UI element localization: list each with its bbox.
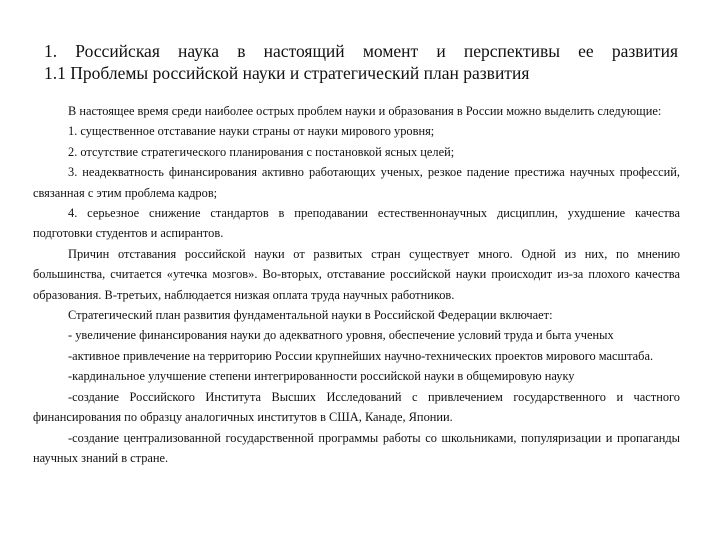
paragraph-intro: В настоящее время среди наиболее острых проблем науки и образования в России можно выделить следующие:: [68, 104, 662, 118]
list-item-problem-2: 2. отсутствие стратегического планирования с постановкой ясных целей;: [68, 144, 455, 159]
plan-item-integration: -кардинальное улучшение степени интегрированности российской науки в общемировую науку: [68, 369, 575, 384]
paragraph-causes: Причин отставания российской науки от развитых стран существует много. Одной из них, по мнению большинства, считается «утечка мозгов». Во-вторых, отставание российской науки происходит из-за плохого качества образования. В-третьих, наблюдается низкая оплата труда научных работников.: [33, 246, 680, 302]
plan-item-funding: - увеличение финансирования науки до адекватного уровня, обеспечение условий труда и быта ученых: [68, 328, 614, 343]
plan-item-projects: -активное привлечение на территорию России крупнейших научно-технических проектов мирового масштаба.: [68, 348, 654, 363]
section-heading: 1. Российская наука в настоящий момент и перспективы ее развития: [44, 41, 678, 61]
list-item-problem-3: 3. неадекватность финансирования активно работающих ученых, резкое падение престижа научных профессий, связанная с этим проблема кадров;: [33, 165, 680, 200]
plan-item-program: -создание централизованной государственной программы работы со школьниками, популяризации и пропаганды научных знаний в стране.: [33, 430, 680, 465]
subsection-heading: 1.1 Проблемы российской науки и стратегический план развития: [44, 63, 530, 83]
list-item-problem-1: 1. существенное отставание науки страны от науки мирового уровня;: [68, 124, 435, 139]
list-item-problem-4: 4. серьезное снижение стандартов в преподавании естественнонаучных дисциплин, ухудшение качества подготовки студентов и аспирантов.: [33, 206, 680, 241]
plan-item-institute: -создание Российского Института Высших Исследований с привлечением государственного и частного финансирования по образцу аналогичных институтов в США, Канаде, Японии.: [33, 389, 680, 425]
body-text: [33, 101, 680, 468]
paragraph-plan-intro: Стратегический план развития фундаментальной науки в Российской Федерации включает:: [68, 308, 553, 323]
